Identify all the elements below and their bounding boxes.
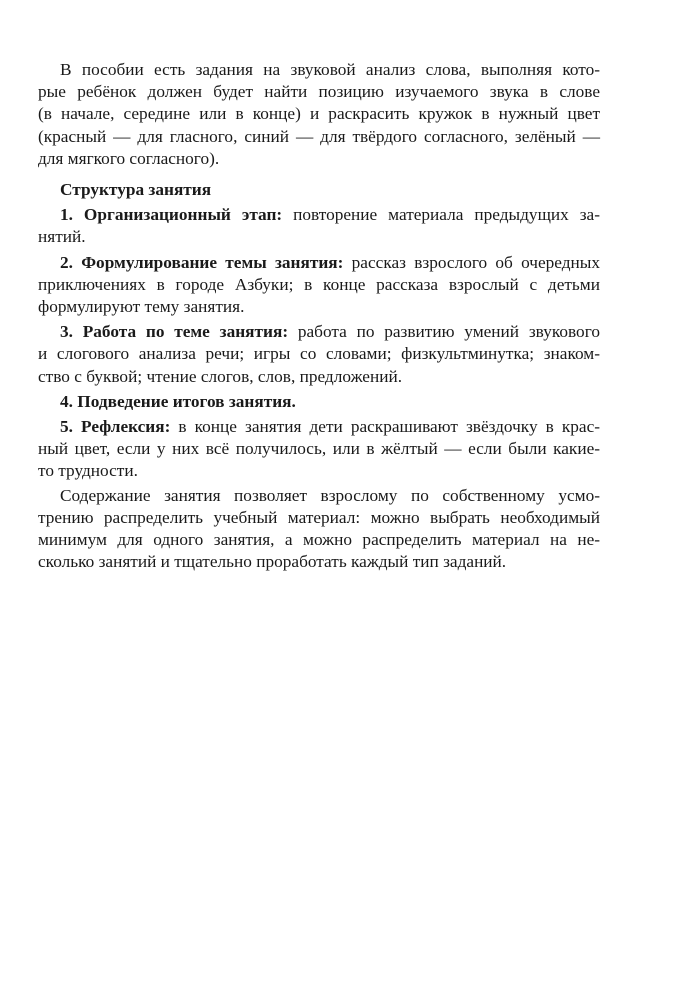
text-line: и слогового анализа речи; игры со словами; физкультминутка; знаком- [38,344,600,364]
text-line: формулируют тему занятия. [38,297,245,317]
item-label: 4. Подведение итогов занятия. [60,391,296,411]
text-line: (красный — для гласного, синий — для твёрдого согласного, зелёный — [38,126,600,146]
text-line: нятий. [38,227,86,247]
text-line [38,204,600,226]
text-line: В пособии есть задания на звуковой анализ слова, выполняя кото- [60,60,600,79]
text-line: рые ребёнок должен будет найти позицию изучаемого звука в слове [38,82,600,102]
text-line: минимум для одного занятия, а можно распределить материал на не- [38,530,600,550]
text-line: Содержание занятия позволяет взрослому по собственному усмо- [60,485,600,505]
item-text: работа по развитию умений звукового [288,322,600,342]
intro-paragraph [38,59,600,170]
section-heading-text: Структура занятия [60,180,212,200]
text-line: ный цвет, если у них всё получилось, или в жёлтый — если были какие- [38,439,600,459]
closing-paragraph [38,485,600,574]
item-label: 2. Формулирование темы занятия: [60,252,344,272]
item-text: повторение материала предыдущих за- [282,205,600,225]
text-line: (в начале, середине или в конце) и раскрасить кружок в нужный цвет [38,104,600,124]
structure-item-1 [38,204,600,248]
text-line: сколько занятий и тщательно проработать каждый тип заданий. [38,552,507,572]
text-line [38,391,600,413]
text-line: то трудности. [38,461,138,481]
text-line [38,416,600,438]
page-text [38,59,600,573]
structure-item-4 [38,391,600,413]
item-label: 1. Организационный этап: [60,205,283,225]
item-label: 5. Рефлексия: [60,417,171,437]
structure-item-3 [38,321,600,388]
section-heading [38,179,600,201]
item-label: 3. Работа по теме занятия: [60,322,289,342]
text-line: трению распределить учебный материал: можно выбрать необходимый [38,507,600,527]
item-text: в конце занятия дети раскрашивают звёздочку в крас- [170,417,600,437]
structure-item-5 [38,416,600,483]
text-line: приключениях в городе Азбуки; в конце рассказа взрослый с детьми [38,274,600,294]
structure-item-2 [38,252,600,319]
text-line: для мягкого согласного). [38,148,220,168]
text-line: ство с буквой; чтение слогов, слов, предложений. [38,366,403,386]
item-text: рассказ взрослого об очередных [343,252,600,272]
text-line [38,321,600,343]
text-line [38,252,600,274]
